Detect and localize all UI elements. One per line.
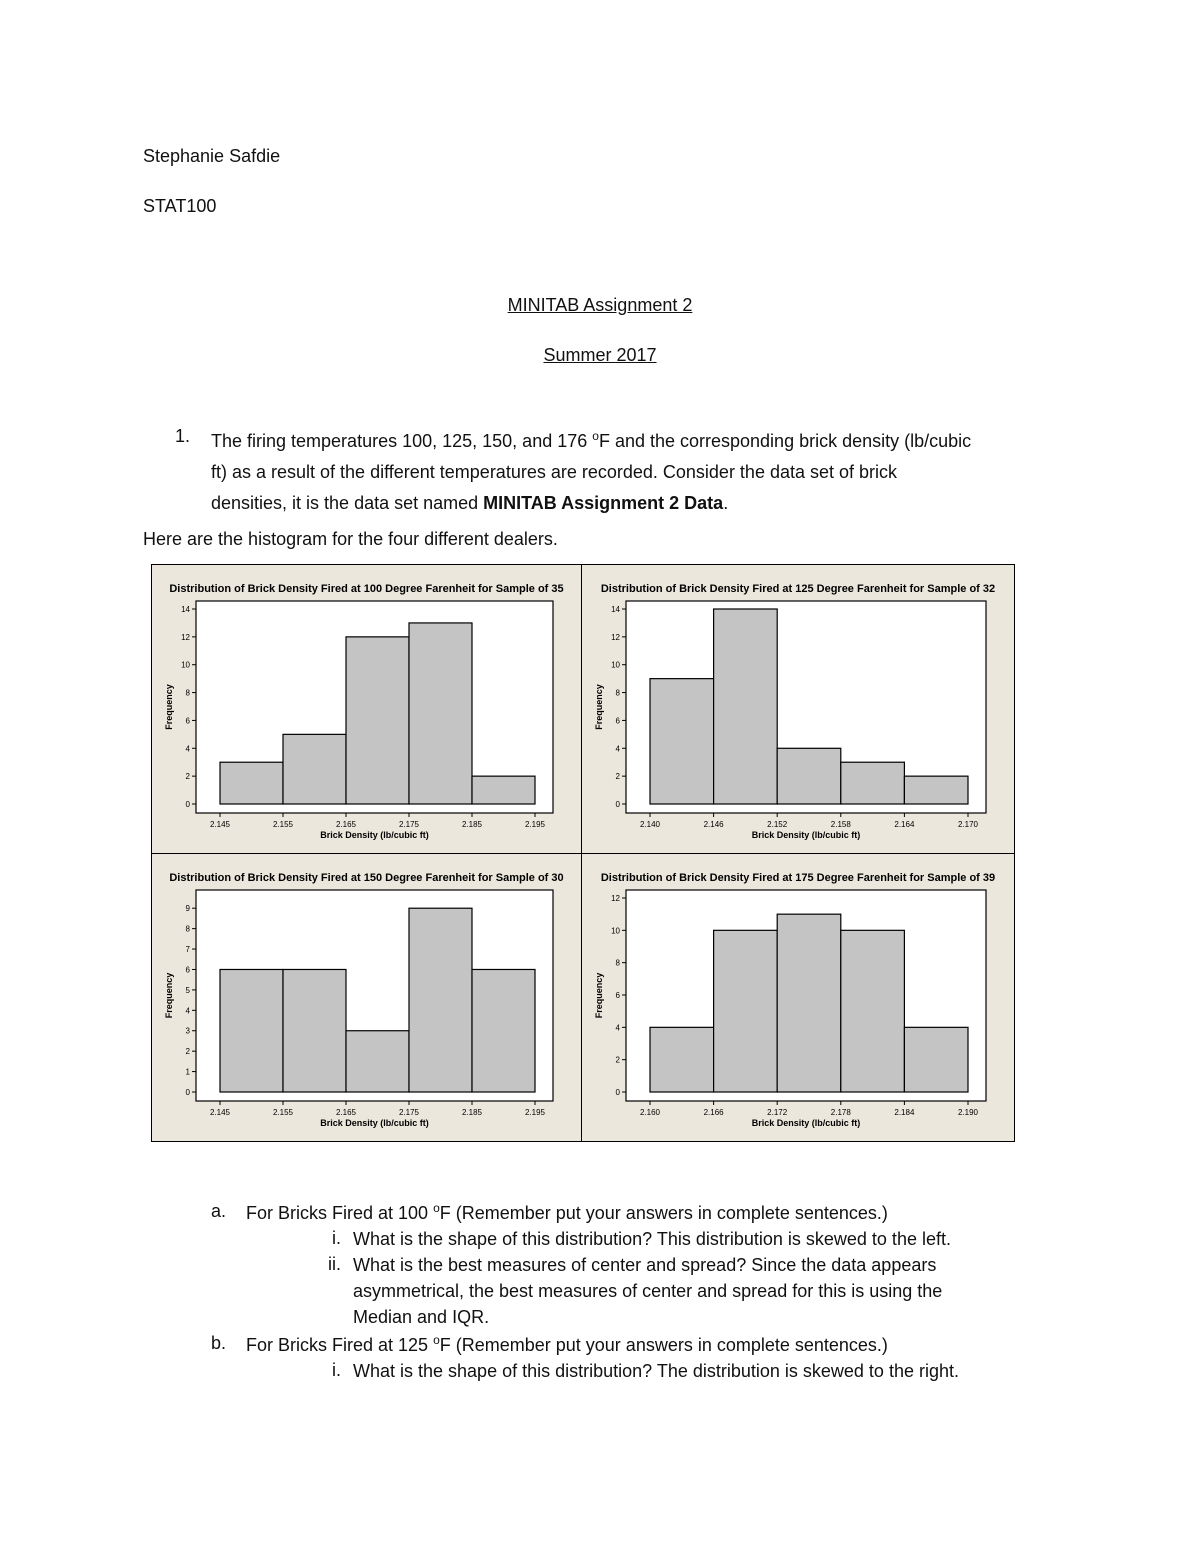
y-tick-label: 14: [611, 605, 620, 614]
question-line3-start: densities, it is the data set named: [211, 493, 484, 513]
histogram-bar: [777, 748, 841, 804]
y-axis-label: Frequency: [594, 972, 604, 1019]
histogram-bar: [904, 1027, 968, 1092]
y-tick-label: 6: [185, 965, 190, 975]
x-axis-label: Brick Density (lb/cubic ft): [320, 830, 429, 840]
degree-sup: o: [433, 1333, 440, 1347]
histogram-bar: [841, 930, 905, 1092]
x-tick-label: 2.145: [209, 1108, 231, 1117]
question-text: [211, 421, 1071, 519]
y-tick-label: 3: [185, 1026, 190, 1036]
x-tick-label: 2.165: [335, 1108, 357, 1117]
x-tick-label: 2.152: [767, 820, 788, 829]
answer-b-heading: [246, 1333, 888, 1356]
histogram-bar: [650, 1027, 714, 1092]
x-tick-label: 2.160: [639, 1108, 661, 1117]
x-tick-label: 2.190: [957, 1108, 979, 1117]
y-tick-label: 10: [181, 660, 190, 670]
answer-line: asymmetrical, the best measures of center and spread for this is using the: [353, 1281, 943, 1301]
y-tick-label: 2: [615, 1055, 620, 1065]
answer-a-label: a.: [211, 1201, 227, 1221]
x-tick-label: 2.146: [703, 820, 724, 829]
y-tick-label: 8: [615, 688, 620, 698]
degree-sup: o: [433, 1201, 440, 1215]
histogram-panel-125: [581, 564, 1015, 854]
answer-b-i-label: i.: [332, 1360, 341, 1380]
histogram-bar: [714, 609, 778, 804]
x-tick-label: 2.175: [398, 1108, 420, 1117]
histogram-svg: [152, 854, 581, 1141]
y-tick-label: 0: [615, 800, 620, 809]
x-tick-label: 2.175: [398, 820, 420, 829]
chart-title: Distribution of Brick Density Fired at 100 Degree Farenheit for Sample of 35: [169, 583, 564, 595]
histogram-bar: [472, 776, 535, 804]
histogram-bar: [904, 776, 968, 804]
author-name: Stephanie Safdie: [143, 146, 281, 166]
histogram-bar: [777, 914, 841, 1092]
y-tick-label: 4: [615, 1023, 620, 1033]
x-tick-label: 2.170: [957, 820, 979, 829]
histogram-panel-100: [151, 564, 582, 854]
y-tick-label: 0: [615, 1088, 620, 1097]
y-tick-label: 4: [185, 1006, 190, 1016]
x-tick-label: 2.195: [524, 820, 546, 829]
y-tick-label: 6: [185, 716, 190, 726]
answer-b-prefix: For Bricks Fired at 125: [246, 1335, 434, 1355]
x-tick-label: 2.172: [767, 1108, 788, 1117]
histogram-bar: [841, 762, 905, 804]
x-tick-label: 2.155: [272, 820, 294, 829]
x-axis-label: Brick Density (lb/cubic ft): [320, 1118, 429, 1128]
course-code: STAT100: [143, 196, 217, 216]
x-tick-label: 2.166: [703, 1108, 724, 1117]
answer-b-suffix: F (Remember put your answers in complete sentences.): [439, 1335, 888, 1355]
answer-b-label: b.: [211, 1333, 227, 1353]
y-tick-label: 5: [185, 985, 190, 995]
y-tick-label: 12: [611, 632, 620, 642]
histogram-svg: [582, 565, 1014, 853]
document-term: Summer 2017: [543, 345, 657, 365]
answer-a-prefix: For Bricks Fired at 100: [246, 1203, 434, 1223]
chart-title: Distribution of Brick Density Fired at 150 Degree Farenheit for Sample of 30: [169, 872, 564, 884]
question-number: 1.: [175, 426, 191, 446]
y-tick-label: 2: [185, 772, 190, 782]
y-tick-label: 8: [185, 924, 190, 934]
y-tick-label: 14: [181, 605, 190, 614]
histogram-svg: [582, 854, 1014, 1141]
y-tick-label: 10: [611, 926, 620, 936]
x-axis-label: Brick Density (lb/cubic ft): [751, 830, 861, 840]
histogram-bar: [283, 734, 346, 804]
histogram-bar: [220, 762, 283, 804]
histogram-bar: [409, 908, 472, 1092]
answer-a-suffix: F (Remember put your answers in complete sentences.): [439, 1203, 888, 1223]
histogram-bar: [346, 1031, 409, 1092]
histogram-bar: [650, 679, 714, 804]
y-tick-label: 4: [615, 744, 620, 754]
question-line2: ft) as a result of the different temperatures are recorded. Consider the data set of brick: [211, 462, 898, 482]
x-tick-label: 2.164: [894, 820, 915, 829]
degree-sup: o: [592, 429, 599, 443]
x-axis-label: Brick Density (lb/cubic ft): [751, 1118, 861, 1128]
answer-line: What is the shape of this distribution? This distribution is skewed to the left.: [353, 1229, 951, 1249]
y-tick-label: 0: [185, 800, 190, 809]
x-tick-label: 2.140: [639, 820, 661, 829]
y-tick-label: 8: [615, 958, 620, 968]
x-tick-label: 2.195: [524, 1108, 546, 1117]
y-tick-label: 6: [615, 991, 620, 1000]
y-tick-label: 12: [611, 894, 620, 903]
answer-line: Median and IQR.: [353, 1307, 490, 1327]
chart-title: Distribution of Brick Density Fired at 125 Degree Farenheit for Sample of 32: [600, 583, 996, 595]
x-tick-label: 2.165: [335, 820, 357, 829]
x-tick-label: 2.158: [830, 820, 851, 829]
histogram-bar: [714, 930, 778, 1092]
y-tick-label: 2: [615, 772, 620, 782]
answer-a-ii-text: [353, 1252, 942, 1330]
y-tick-label: 0: [185, 1088, 190, 1097]
dataset-name: MINITAB Assignment 2 Data: [483, 493, 724, 513]
y-tick-label: 4: [185, 744, 190, 754]
question-line1-start: The firing temperatures 100, 125, 150, and 176: [211, 431, 593, 451]
y-axis-label: Frequency: [594, 684, 604, 730]
intro-text: Here are the histogram for the four different dealers.: [143, 529, 558, 549]
y-tick-label: 12: [181, 632, 190, 642]
y-tick-label: 1: [185, 1067, 190, 1077]
answer-line: What is the best measures of center and spread? Since the data appears: [353, 1255, 937, 1275]
x-tick-label: 2.178: [830, 1108, 851, 1117]
histogram-bar: [346, 637, 409, 804]
histogram-bar: [409, 623, 472, 804]
document-title: MINITAB Assignment 2: [507, 295, 693, 315]
answer-a-i-text: [353, 1226, 951, 1252]
chart-title: Distribution of Brick Density Fired at 175 Degree Farenheit for Sample of 39: [600, 872, 996, 884]
answer-a-heading: [246, 1201, 888, 1224]
histogram-bar: [283, 969, 346, 1092]
x-tick-label: 2.145: [209, 820, 231, 829]
x-tick-label: 2.185: [461, 1108, 483, 1117]
histogram-bar: [472, 969, 535, 1092]
y-tick-label: 2: [185, 1047, 190, 1057]
y-tick-label: 10: [611, 660, 620, 670]
answer-line: What is the shape of this distribution? The distribution is skewed to the right.: [353, 1361, 959, 1381]
histogram-bar: [220, 969, 283, 1092]
answer-a-i-label: i.: [332, 1228, 341, 1248]
y-tick-label: 6: [615, 716, 620, 726]
y-axis-label: Frequency: [164, 972, 174, 1019]
x-tick-label: 2.184: [894, 1108, 915, 1117]
x-tick-label: 2.155: [272, 1108, 294, 1117]
x-tick-label: 2.185: [461, 820, 483, 829]
answer-b-i-text: [353, 1358, 959, 1384]
histogram-panel-150: [151, 853, 582, 1142]
histogram-grid: [151, 564, 1015, 1142]
histogram-panel-175: [581, 853, 1015, 1142]
question-line1-end: F and the corresponding brick density (lb/cubic: [598, 431, 972, 451]
y-tick-label: 8: [185, 688, 190, 698]
y-axis-label: Frequency: [164, 684, 174, 730]
question-line3-end: .: [723, 493, 729, 513]
y-tick-label: 7: [185, 945, 190, 955]
histogram-svg: [152, 565, 581, 853]
answer-a-ii-label: ii.: [328, 1254, 341, 1274]
y-tick-label: 9: [185, 904, 190, 914]
